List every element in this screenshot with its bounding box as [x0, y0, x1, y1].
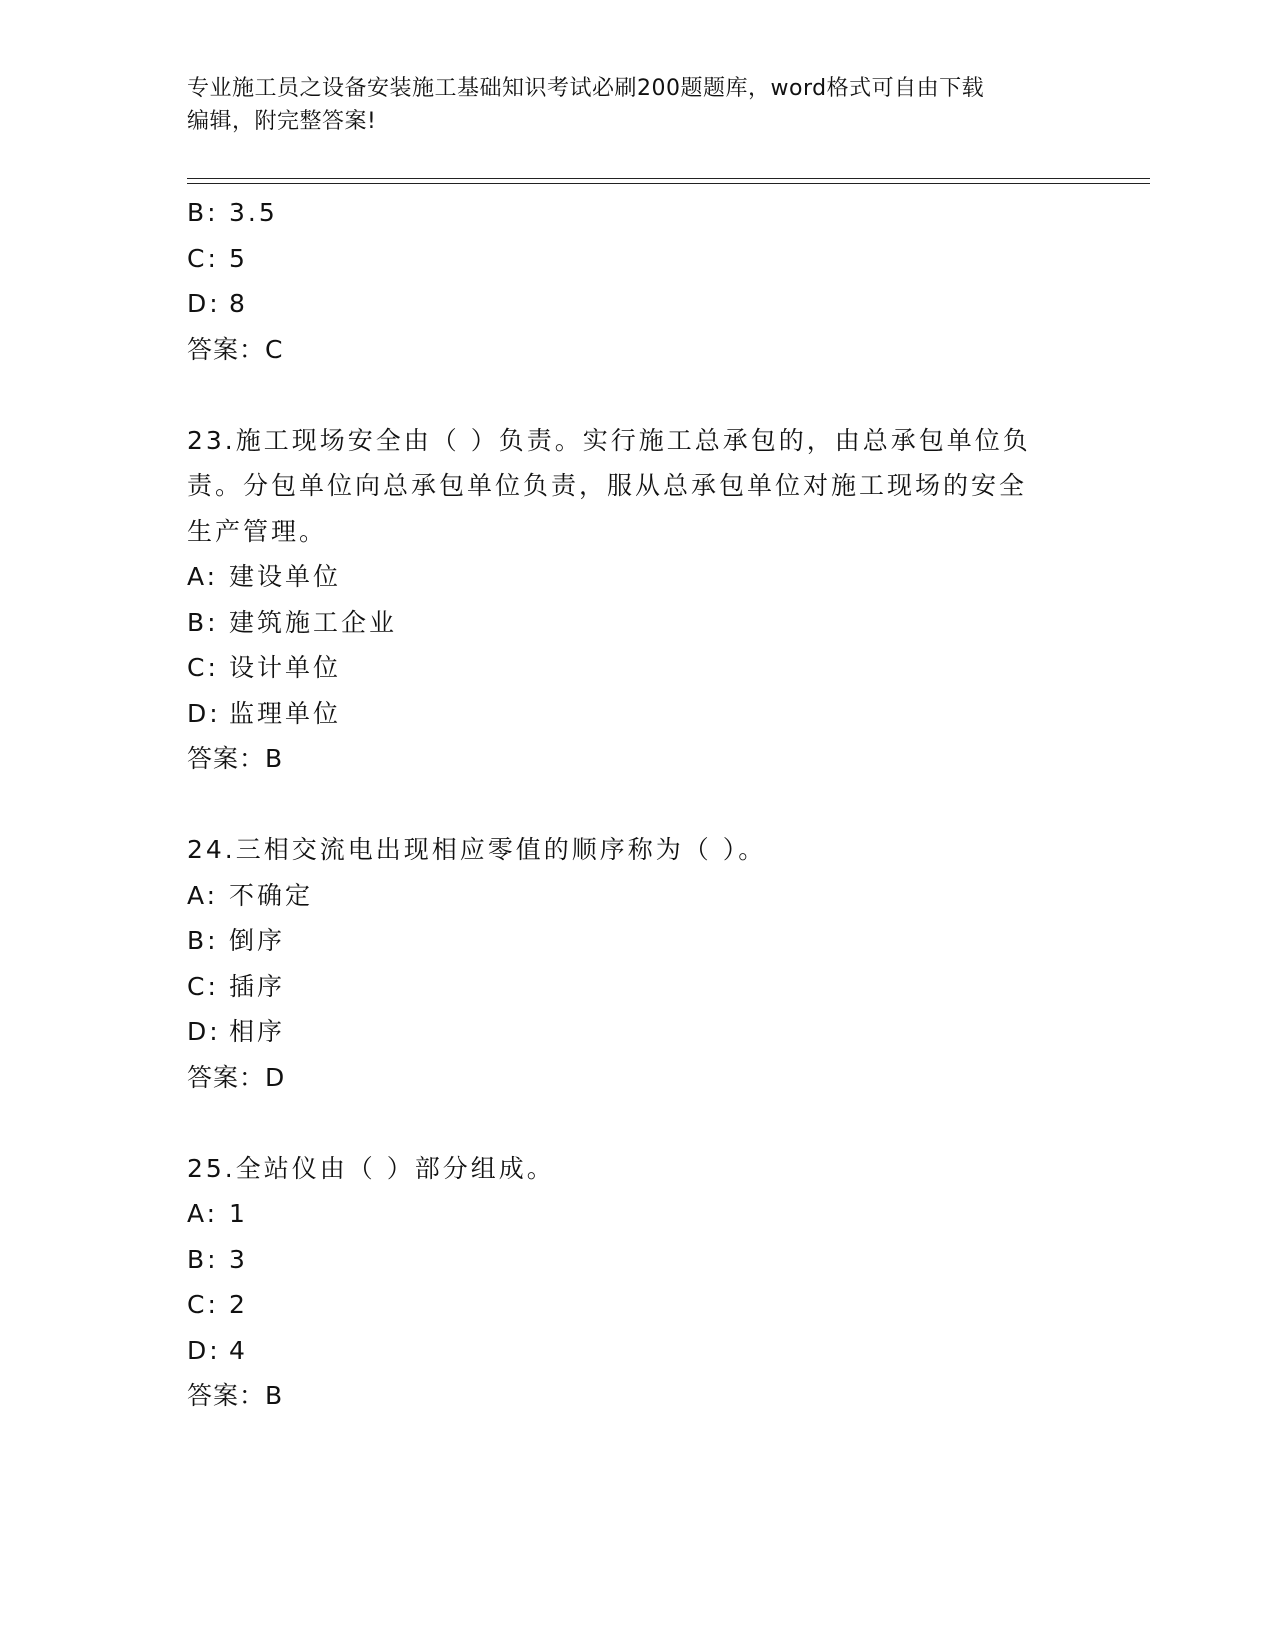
option-letter: A: — [187, 1199, 219, 1228]
header-rule-bottom — [187, 183, 1150, 184]
document-header — [187, 72, 1067, 138]
option-b — [187, 1237, 1067, 1283]
option-c — [187, 964, 1067, 1010]
question-stem-line: 23.施工现场安全由（ ）负责。实行施工总承包的，由总承包单位负 — [187, 425, 1031, 455]
option-text: 监理单位 — [229, 698, 342, 728]
option-text: 建筑施工企业 — [229, 607, 398, 637]
question-stem-line: 责。分包单位向总承包单位负责，服从总承包单位对施工现场的安全 — [187, 471, 1028, 500]
option-letter: B: — [187, 1244, 219, 1274]
option-a — [187, 554, 1067, 600]
option-d — [187, 1328, 1067, 1374]
spacer — [187, 1100, 1067, 1146]
question-24 — [187, 827, 1067, 1100]
option-text: 8 — [229, 289, 248, 318]
option-d — [187, 1009, 1067, 1055]
partial-question — [187, 190, 1067, 372]
question-23 — [187, 418, 1067, 782]
answer-line: 答案：B — [187, 1381, 284, 1410]
option-text: 5 — [229, 243, 248, 273]
spacer — [187, 372, 1067, 418]
option-a — [187, 1191, 1067, 1237]
option-letter: D: — [187, 1335, 221, 1365]
option-text: 倒序 — [229, 926, 286, 955]
option-a — [187, 873, 1067, 919]
option-letter: A: — [187, 880, 219, 910]
option-letter: A: — [187, 562, 219, 591]
option-text: 设计单位 — [229, 653, 342, 682]
option-text: 插序 — [229, 971, 286, 1001]
option-letter: C: — [187, 971, 219, 1001]
answer-line: 答案：C — [187, 334, 284, 364]
answer-line: 答案：B — [187, 744, 284, 773]
header-line-1: 专业施工员之设备安装施工基础知识考试必刷200题题库，word格式可自由下载 — [187, 76, 985, 101]
option-text: 3 — [229, 1244, 248, 1274]
option-letter: B: — [187, 607, 219, 637]
option-text: 相序 — [229, 1017, 286, 1046]
option-d — [187, 281, 1067, 327]
option-letter: C: — [187, 653, 219, 682]
option-letter: B: — [187, 198, 219, 227]
option-text: 2 — [229, 1290, 248, 1319]
option-text: 1 — [229, 1199, 248, 1228]
option-c — [187, 1282, 1067, 1328]
option-text: 3.5 — [229, 198, 278, 227]
option-b — [187, 600, 1067, 646]
option-letter: D: — [187, 289, 221, 318]
option-c — [187, 645, 1067, 691]
question-stem-line: 24.三相交流电出现相应零值的顺序称为（ ）。 — [187, 835, 767, 864]
question-stem-line: 25.全站仪由（ ）部分组成。 — [187, 1153, 555, 1183]
option-letter: D: — [187, 1017, 221, 1046]
option-d — [187, 691, 1067, 737]
option-b — [187, 190, 1067, 236]
option-letter: B: — [187, 926, 219, 955]
option-text: 建设单位 — [229, 562, 342, 591]
option-letter: C: — [187, 243, 219, 273]
option-letter: C: — [187, 1290, 219, 1319]
option-text: 4 — [229, 1335, 248, 1365]
question-content — [187, 190, 1067, 1419]
option-text: 不确定 — [229, 880, 314, 910]
header-rule-top — [187, 178, 1150, 179]
answer-line: 答案：D — [187, 1062, 286, 1092]
option-c — [187, 236, 1067, 282]
header-line-2: 编辑，附完整答案! — [187, 109, 377, 134]
option-b — [187, 918, 1067, 964]
question-25 — [187, 1146, 1067, 1419]
question-stem-line: 生产管理。 — [187, 516, 328, 546]
option-letter: D: — [187, 698, 221, 728]
spacer — [187, 782, 1067, 828]
